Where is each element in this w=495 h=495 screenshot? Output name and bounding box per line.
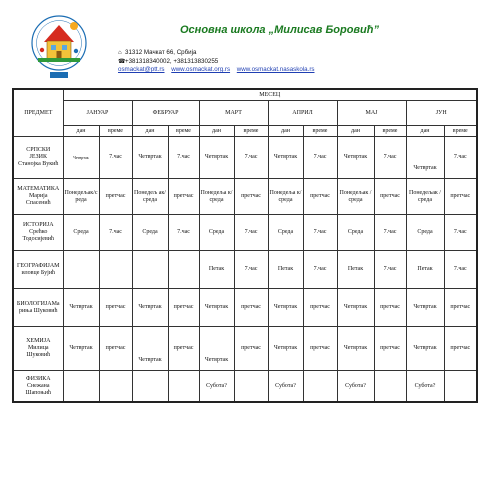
time-cell: претчас <box>444 179 477 215</box>
time-subheader: време <box>374 126 406 137</box>
time-cell: 7.час <box>444 137 477 179</box>
table-row <box>13 289 477 327</box>
time-cell: 7.час <box>444 251 477 289</box>
time-cell: 7.час <box>374 137 406 179</box>
time-cell: претчас <box>99 327 132 371</box>
day-cell: Петак <box>268 251 303 289</box>
email-link[interactable]: osmackat@ptt.rs <box>118 66 165 74</box>
day-cell: Понедељак /среда <box>406 179 444 215</box>
day-cell: Четвртак <box>406 137 444 179</box>
day-cell: Среда <box>406 215 444 251</box>
time-cell: 7.час <box>303 215 337 251</box>
table-row <box>13 327 477 371</box>
time-cell: претчас <box>234 327 268 371</box>
time-subheader: време <box>234 126 268 137</box>
address-line <box>118 49 320 58</box>
time-cell: претчас <box>234 289 268 327</box>
day-cell <box>132 371 168 403</box>
day-cell: Понедеља к/ среда <box>199 179 234 215</box>
day-cell: Четвртак <box>337 137 374 179</box>
time-cell: претчас <box>168 289 199 327</box>
subject-cell <box>13 179 63 215</box>
day-subheader: дан <box>63 126 99 137</box>
day-cell: Четвртак <box>132 289 168 327</box>
phone-icon: ☎ <box>118 58 126 65</box>
table-row <box>13 215 477 251</box>
time-cell <box>168 371 199 403</box>
month-header: МЕСЕЦ <box>63 89 477 101</box>
day-cell: Понедеља к/среда <box>268 179 303 215</box>
website-link-2[interactable]: www.osmackat.nasaskola.rs <box>236 66 315 74</box>
timetable-wrapper <box>12 88 476 403</box>
day-cell: Четвртак <box>199 289 234 327</box>
day-cell: Четвртак <box>406 327 444 371</box>
subject-line: Шапоњић <box>25 389 51 396</box>
day-subheader: дан <box>268 126 303 137</box>
time-cell: 7.час <box>303 137 337 179</box>
day-cell: Четвртак <box>268 327 303 371</box>
time-cell: претчас <box>303 327 337 371</box>
time-cell: 7.час <box>234 215 268 251</box>
time-subheader: време <box>168 126 199 137</box>
time-cell <box>444 371 477 403</box>
time-cell <box>99 371 132 403</box>
day-cell: Четвртак <box>132 327 168 371</box>
school-logo <box>30 10 88 80</box>
day-cell: Четвртак <box>337 289 374 327</box>
subject-line: ГЕОГРАФИЈАМ <box>16 262 60 269</box>
month-header-5: МАЈ <box>337 101 406 126</box>
table-row <box>13 137 477 179</box>
time-cell: претчас <box>99 289 132 327</box>
day-cell: Понедељ ак/ среда <box>132 179 168 215</box>
school-name: Основна школа „Милисав Боровић” <box>180 24 379 36</box>
months-row <box>13 101 477 126</box>
day-cell: Четвртак <box>63 327 99 371</box>
day-cell: Понедељак/с реда <box>63 179 99 215</box>
phone-text: +381318340002, +381313830255 <box>125 57 219 65</box>
subject-line: Шуковић <box>26 352 51 358</box>
time-cell: претчас <box>234 179 268 215</box>
time-cell: претчас <box>303 179 337 215</box>
table-row <box>13 371 477 403</box>
consultation-timetable <box>12 88 478 403</box>
subject-line: Тодосијевић <box>22 236 54 242</box>
time-cell: претчас <box>168 327 199 371</box>
month-header-4: АПРИЛ <box>268 101 337 126</box>
day-subheader: дан <box>132 126 168 137</box>
month-header-1: ЈАНУАР <box>63 101 132 126</box>
time-cell: претчас <box>374 289 406 327</box>
subject-cell <box>13 215 63 251</box>
time-cell <box>374 371 406 403</box>
subject-cell <box>13 371 63 403</box>
day-cell: Четвртак <box>268 137 303 179</box>
time-cell: претчас <box>303 289 337 327</box>
time-cell: 7.час <box>99 215 132 251</box>
day-cell: Среда <box>199 215 234 251</box>
day-cell: Субота? <box>268 371 303 403</box>
subject-line: риња Шуковић <box>19 307 58 314</box>
day-time-row <box>13 126 477 137</box>
time-cell: претчас <box>374 327 406 371</box>
day-cell: Среда <box>268 215 303 251</box>
day-subheader: дан <box>337 126 374 137</box>
subject-line: БИОЛОГИЈАМа <box>16 300 60 307</box>
time-cell: претчас <box>444 327 477 371</box>
time-cell: претчас <box>168 179 199 215</box>
website-link-1[interactable]: www.osmackat.org.rs <box>171 66 231 74</box>
day-cell: Субота? <box>199 371 234 403</box>
subject-line: Марија <box>28 193 48 199</box>
day-cell: Четвртак <box>337 327 374 371</box>
time-cell <box>99 251 132 289</box>
day-cell: Четвртак <box>199 327 234 371</box>
time-cell: 7.час <box>99 137 132 179</box>
month-header-3: МАРТ <box>199 101 268 126</box>
address-text: 31312 Мачкат 66, Србија <box>125 49 197 56</box>
subject-line: ЈЕЗИК <box>29 154 47 160</box>
day-cell: Петак <box>337 251 374 289</box>
table-row <box>13 251 477 289</box>
day-cell: Среда <box>337 215 374 251</box>
day-subheader: дан <box>406 126 444 137</box>
time-cell: 7.час <box>234 137 268 179</box>
time-cell: претчас <box>444 289 477 327</box>
subject-cell <box>13 251 63 289</box>
subject-line: ИСТОРИЈА <box>22 222 54 228</box>
time-cell: 7.час <box>374 251 406 289</box>
time-cell: 7.час <box>444 215 477 251</box>
day-cell: Четвртак <box>132 137 168 179</box>
time-cell: 7.час <box>303 251 337 289</box>
subject-line: Срећко <box>29 229 48 235</box>
subject-cell <box>13 137 63 179</box>
day-cell: Четвртак <box>406 289 444 327</box>
subject-line: ХЕМИЈА <box>26 338 51 344</box>
day-cell: Четвртак <box>63 137 99 179</box>
time-cell: претчас <box>374 179 406 215</box>
time-cell <box>168 251 199 289</box>
subject-line: Станојка Вукић <box>18 161 59 167</box>
time-cell: претчас <box>99 179 132 215</box>
day-cell: Четвртак <box>63 289 99 327</box>
day-cell: Субота? <box>337 371 374 403</box>
links-line <box>118 66 320 75</box>
subject-cell <box>13 289 63 327</box>
subject-line: Снежана <box>26 382 50 389</box>
time-subheader: време <box>444 126 477 137</box>
time-cell: 7.час <box>374 215 406 251</box>
subject-line: МАТЕМАТИКА <box>17 186 60 192</box>
subject-line: СРПСКИ <box>26 147 51 153</box>
subject-column-header: ПРЕДМЕТ <box>13 89 63 137</box>
day-cell: Субота? <box>406 371 444 403</box>
time-subheader: време <box>303 126 337 137</box>
location-icon: ⌂ <box>118 50 122 56</box>
table-row <box>13 179 477 215</box>
contact-block <box>118 49 320 75</box>
day-cell <box>63 371 99 403</box>
day-cell <box>63 251 99 289</box>
subject-line: ФИЗИКА <box>25 375 51 382</box>
day-cell: Среда <box>132 215 168 251</box>
day-cell: Четвртак <box>268 289 303 327</box>
month-header-2: ФЕБРУАР <box>132 101 199 126</box>
time-cell <box>303 371 337 403</box>
day-cell: Петак <box>406 251 444 289</box>
phone-line <box>118 58 320 67</box>
subject-line: Милица <box>27 345 49 351</box>
day-cell: Петак <box>199 251 234 289</box>
month-header-6: ЈУН <box>406 101 477 126</box>
day-cell: Четвртак <box>199 137 234 179</box>
day-cell <box>132 251 168 289</box>
day-cell: Понедељак /среда <box>337 179 374 215</box>
time-cell <box>234 371 268 403</box>
time-cell: 7.час <box>168 215 199 251</box>
time-cell: 7.час <box>168 137 199 179</box>
time-cell: 7.час <box>234 251 268 289</box>
day-cell: Среда <box>63 215 99 251</box>
time-subheader: време <box>99 126 132 137</box>
subject-line: иловце Бујић <box>21 269 56 276</box>
subject-cell <box>13 327 63 371</box>
day-subheader: дан <box>199 126 234 137</box>
subject-line: Спасенић <box>25 200 51 206</box>
timetable-body <box>13 137 477 403</box>
